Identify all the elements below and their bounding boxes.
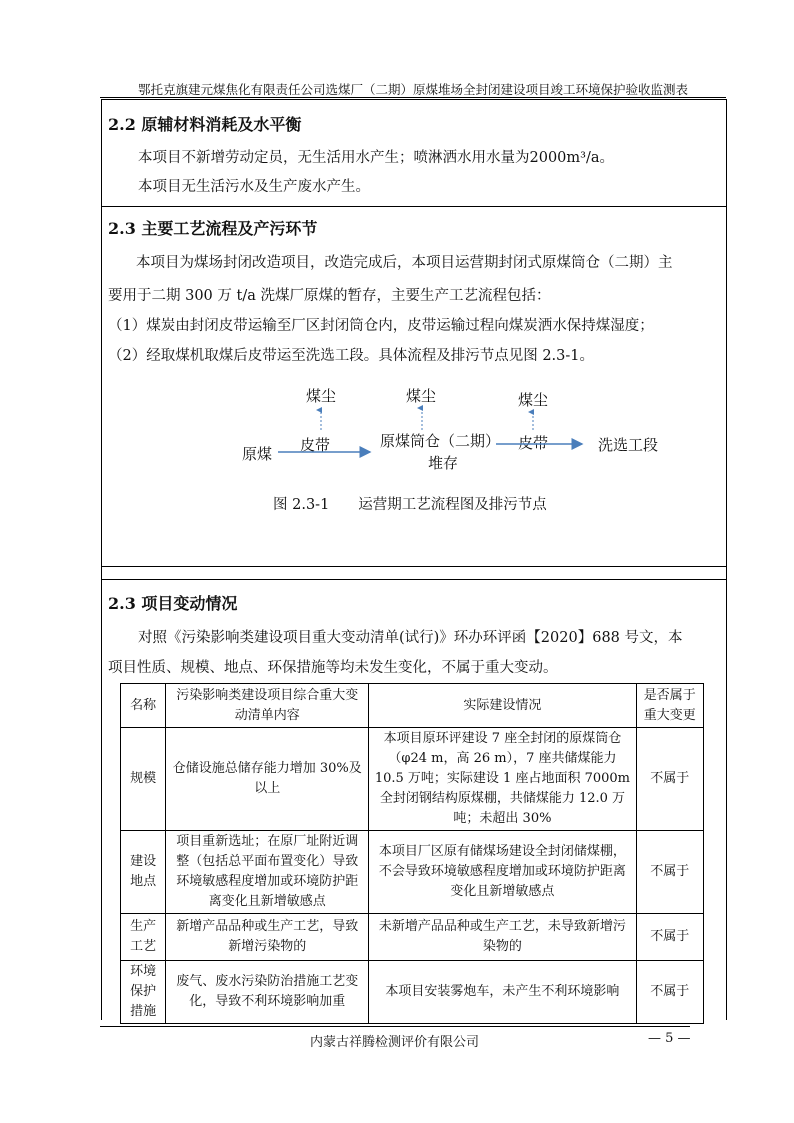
paragraph: 本项目为煤场封闭改造项目，改造完成后，本项目运营期封闭式原煤筒仓（二期）主 — [136, 255, 673, 271]
paragraph: 本项目不新增劳动定员，无生活用水产生；喷淋洒水用水量为2000m³/a。 — [138, 150, 614, 166]
cell: 项目重新选址；在原厂址附近调整（包括总平面布置变化）导致环境敏感程度增加或环境防护距离变化且新增敏感点 — [166, 831, 369, 914]
change-comparison-table — [120, 683, 704, 1024]
divider — [101, 579, 727, 580]
node-silo: 原煤筒仓（二期） — [380, 432, 501, 450]
footer-rule — [100, 1026, 690, 1027]
page-number: — 5 — — [648, 1031, 691, 1046]
cell: 不属于 — [636, 914, 703, 961]
cell: 未新增产品品种或生产工艺，未导致新增污染物的 — [369, 914, 636, 961]
header-cell: 污染影响类建设项目综合重大变动清单内容 — [166, 684, 369, 728]
table-row — [121, 831, 704, 914]
node-silo-storage: 堆存 — [428, 454, 459, 472]
node-raw-coal: 原煤 — [242, 445, 273, 463]
header-cell: 是否属于重大变更 — [636, 684, 703, 728]
section-title: 2.3 项目变动情况 — [108, 594, 238, 613]
cell: 不属于 — [636, 831, 703, 914]
table-row — [121, 914, 704, 961]
section-title: 2.3 主要工艺流程及产污环节 — [108, 219, 318, 238]
cell: 本项目厂区原有储煤场建设全封闭储煤棚，不会导致环境敏感程度增加或环境防护距离变化且新增敏感点 — [369, 831, 636, 914]
table-header-row — [121, 684, 704, 728]
paragraph: （1）煤炭由封闭皮带运输至厂区封闭筒仓内，皮带运输过程向煤炭洒水保持煤湿度； — [108, 318, 654, 334]
cell: 废气、废水污染防治措施工艺变化，导致不利环境影响加重 — [166, 961, 369, 1024]
cell: 新增产品品种或生产工艺，导致新增污染物的 — [166, 914, 369, 961]
paragraph: 要用于二期 300 万 t/a 洗煤厂原煤的暂存，主要生产工艺流程包括： — [108, 288, 551, 304]
dust-label: 煤尘 — [306, 387, 337, 405]
cell: 环境保护措施 — [121, 961, 166, 1024]
cell: 建设地点 — [121, 831, 166, 914]
node-washing: 洗选工段 — [598, 436, 659, 454]
table-row — [121, 961, 704, 1024]
dust-label: 煤尘 — [406, 387, 437, 405]
header-cell: 实际建设情况 — [369, 684, 636, 728]
cell: 规模 — [121, 728, 166, 831]
cell: 不属于 — [636, 728, 703, 831]
running-header: 鄂托克旗建元煤焦化有限责任公司选煤厂（二期）原煤堆场全封闭建设项目竣工环境保护验收监测表 — [137, 82, 688, 97]
figure-caption: 图 2.3-1 运营期工艺流程图及排污节点 — [273, 497, 547, 513]
paragraph: 项目性质、规模、地点、环保措施等均未发生变化，不属于重大变动。 — [108, 660, 558, 676]
cell: 不属于 — [636, 961, 703, 1024]
dust-label: 煤尘 — [518, 391, 549, 409]
section-title: 2.2 原辅材料消耗及水平衡 — [108, 115, 302, 134]
paragraph: 本项目无生活污水及生产废水产生。 — [138, 179, 370, 195]
divider — [101, 566, 727, 567]
cell: 本项目安装雾炮车，未产生不利环境影响 — [369, 961, 636, 1024]
paragraph: （2）经取煤机取煤后皮带运至洗选工段。具体流程及排污节点见图 2.3-1。 — [108, 348, 595, 364]
cell: 本项目原环评建设 7 座全封闭的原煤筒仓（φ24 m，高 26 m），7 座共储煤能力 10.5 万吨；实际建设 1 座占地面积 7000m 全封闭钢结构原煤棚，共储煤能力 12.0 万吨；未超出 30% — [369, 728, 636, 831]
paragraph: 对照《污染影响类建设项目重大变动清单(试行)》环办环评函【2020】688 号文，本 — [138, 630, 683, 646]
cell: 生产工艺 — [121, 914, 166, 961]
cell: 仓储设施总储存能力增加 30%及以上 — [166, 728, 369, 831]
footer-company: 内蒙古祥腾检测评价有限公司 — [310, 1035, 480, 1050]
header-cell: 名称 — [121, 684, 166, 728]
table-row — [121, 728, 704, 831]
belt-label: 皮带 — [518, 434, 549, 452]
belt-label: 皮带 — [300, 436, 331, 454]
